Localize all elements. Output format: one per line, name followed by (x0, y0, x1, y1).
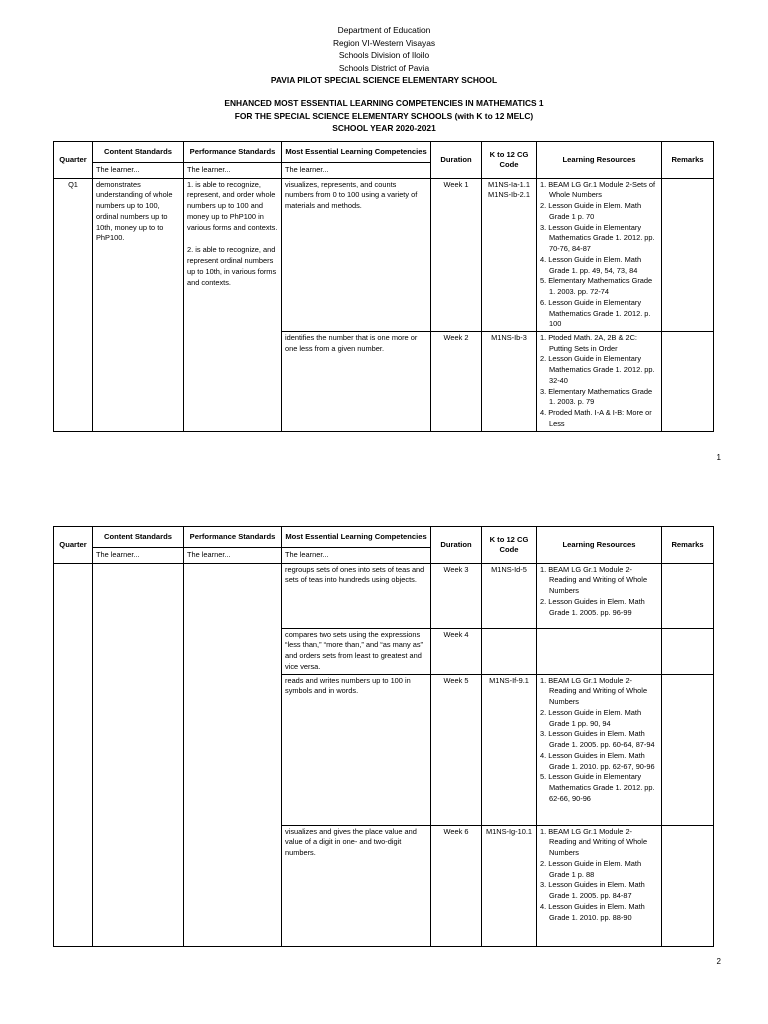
resources-cell (537, 563, 662, 628)
col-performance-standards: Performance Standards (184, 142, 282, 163)
duration-cell: Week 1 (431, 178, 482, 331)
quarter-cell (54, 563, 93, 946)
col-content-standards: Content Standards (93, 142, 184, 163)
resource-item: 1. BEAM LG Gr.1 Module 2-Sets of Whole Numbers (540, 179, 656, 200)
duration-cell: Week 2 (431, 332, 482, 432)
resources-cell (537, 825, 662, 946)
code-cell: M1NS-Ib-3 (482, 332, 537, 432)
resource-item: 6. Lesson Guide in Elementary Mathematics Grade 1. 2012. p. 100 (540, 297, 651, 329)
performance-standard-1: 1. is able to recognize, represent, and order whole numbers up to 100 and money up to PhP100 in various forms and contexts. (187, 179, 278, 232)
header-line: Region VI-Western Visayas (332, 37, 436, 48)
resource-item: 1. Ptoded Math. 2A, 2B & 2C: Putting Sets in Order (540, 333, 637, 353)
col-code: K to 12 CG Code (482, 142, 537, 179)
school-year: SCHOOL YEAR 2020-2021 (332, 123, 436, 134)
learner-label: The learner... (282, 163, 431, 179)
resource-item: 2. Lesson Guide in Elem. Math Grade 1 p. 70 (540, 201, 642, 221)
resource-item: 4. Lesson Guide in Elem. Math Grade 1. pp. 49, 54, 73, 84 (540, 254, 642, 275)
col-resources: Learning Resources (537, 142, 662, 179)
code-cell (482, 628, 537, 674)
code-cell: M1NS-Ia-1.1 M1NS-Ib-2.1 (482, 178, 537, 331)
col-duration: Duration (431, 142, 482, 179)
resource-item: 3. Elementary Mathematics Grade 1. 2003. p. 79 (540, 386, 653, 407)
duration-cell: Week 5 (431, 674, 482, 825)
code-cell: M1NS-Id-5 (482, 563, 537, 628)
duration-cell: Week 3 (431, 563, 482, 628)
header-line: Schools Division of Iloilo (338, 50, 430, 61)
table-header-row (54, 527, 714, 548)
col-content-standards: Content Standards (93, 527, 184, 548)
remarks-cell (662, 178, 714, 331)
learner-label: The learner... (93, 163, 184, 179)
page-number: 2 (716, 957, 721, 966)
resource-item: 4. Lesson Guides in Elem. Math Grade 1. 2010. pp. 88-90 (540, 901, 645, 922)
col-quarter: Quarter (54, 527, 93, 564)
col-duration: Duration (431, 527, 482, 564)
col-performance-standards: Performance Standards (184, 527, 282, 548)
resource-item: 1. BEAM LG Gr.1 Module 2-Reading and Writing of Whole Numbers (540, 826, 648, 858)
melc-cell: identifies the number that is one more or one less from a given number. (282, 332, 431, 432)
col-remarks: Remarks (662, 142, 714, 179)
quarter-cell: Q1 (54, 178, 93, 431)
school-name: PAVIA PILOT SPECIAL SCIENCE ELEMENTARY SCHOOL (270, 75, 498, 86)
melc-table-page-1 (53, 141, 714, 432)
performance-standard-cell (184, 178, 282, 431)
resource-item: 2. Lesson Guide in Elem. Math Grade 1 pp. 90, 94 (540, 707, 642, 728)
resource-item: 1. BEAM LG Gr.1 Module 2-Reading and Writing of Whole Numbers (540, 564, 648, 596)
code-cell: M1NS-If-9.1 (482, 674, 537, 825)
document-subtitle: FOR THE SPECIAL SCIENCE ELEMENTARY SCHOOLS (with K to 12 MELC) (234, 110, 534, 121)
resource-item: 2. Lesson Guides in Elem. Math Grade 1. 2005. pp. 96-99 (540, 596, 645, 617)
melc-cell: compares two sets using the expressions “less than,” “more than,” and “as many as” and orders sets from least to greatest and vice versa. (282, 628, 431, 674)
resource-item: 3. Lesson Guides in Elem. Math Grade 1. 2005. pp. 84-87 (540, 880, 645, 901)
resource-item: 1. BEAM LG Gr.1 Module 2-Reading and Writing of Whole Numbers (540, 675, 648, 707)
content-standard-cell: demonstrates understanding of whole numbers up to 100, ordinal numbers up to 10th, money up to to PhP100. (93, 178, 184, 431)
resource-item: 2. Lesson Guide in Elem. Math Grade 1 p. 88 (540, 858, 642, 879)
resource-item: 2. Lesson Guide in Elementary Mathematics Grade 1. 2012. pp. 32-40 (540, 354, 655, 385)
resource-item: 4. Proded Math. I-A & I-B: More or Less (540, 408, 652, 428)
resources-cell (537, 674, 662, 825)
melc-cell: visualizes, represents, and counts numbers from 0 to 100 using a variety of materials and methods. (282, 178, 431, 331)
resources-cell (537, 332, 662, 432)
remarks-cell (662, 628, 714, 674)
performance-standard-cell (184, 563, 282, 946)
col-resources: Learning Resources (537, 527, 662, 564)
table-row (54, 563, 714, 628)
table-header-row (54, 142, 714, 163)
resources-cell (537, 178, 662, 331)
col-code: K to 12 CG Code (482, 527, 537, 564)
resources-cell (537, 628, 662, 674)
performance-standard-2: 2. is able to recognize, and represent ordinal numbers up to 10th, in various forms and contexts. (187, 245, 277, 287)
learner-label: The learner... (93, 548, 184, 564)
content-standard-cell (93, 563, 184, 946)
resource-item: 3. Lesson Guides in Elem. Math Grade 1. 2005. pp. 60-64, 87-94 (540, 729, 655, 750)
header-line: Department of Education (337, 25, 431, 35)
code-cell: M1NS-Ig-10.1 (482, 825, 537, 946)
remarks-cell (662, 332, 714, 432)
document-title: ENHANCED MOST ESSENTIAL LEARNING COMPETENCIES IN MATHEMATICS 1 (224, 98, 544, 109)
melc-cell: visualizes and gives the place value and value of a digit in one- and two-digit numbers. (282, 825, 431, 946)
remarks-cell (662, 825, 714, 946)
col-remarks: Remarks (662, 527, 714, 564)
melc-cell: reads and writes numbers up to 100 in symbols and in words. (282, 674, 431, 825)
resource-item: 4. Lesson Guides in Elem. Math Grade 1. 2010. pp. 62-67, 90-96 (540, 750, 655, 771)
remarks-cell (662, 563, 714, 628)
learner-label: The learner... (184, 163, 282, 179)
page-number: 1 (716, 453, 721, 462)
remarks-cell (662, 674, 714, 825)
resource-item: 5. Elementary Mathematics Grade 1. 2003. pp. 72-74 (540, 276, 653, 297)
resource-item: 3. Lesson Guide in Elementary Mathematics Grade 1. 2012. pp. 70-76, 84-87 (540, 222, 655, 254)
col-melc: Most Essential Learning Competencies (282, 142, 431, 163)
learner-label: The learner... (282, 548, 431, 564)
melc-table-page-2 (53, 526, 714, 947)
page-1 (0, 0, 768, 490)
header-line: Schools District of Pavia (338, 62, 430, 73)
melc-cell: regroups sets of ones into sets of teas and sets of teas into hundreds using objects. (282, 563, 431, 628)
resource-item: 5. Lesson Guide in Elementary Mathematics Grade 1. 2012. pp. 62-66, 90-96 (540, 772, 655, 803)
col-melc: Most Essential Learning Competencies (282, 527, 431, 548)
col-quarter: Quarter (54, 142, 93, 179)
document-header (0, 24, 768, 135)
page-2 (0, 490, 768, 1024)
learner-label: The learner... (184, 548, 282, 564)
table-row (54, 178, 714, 331)
duration-cell: Week 6 (431, 825, 482, 946)
duration-cell: Week 4 (431, 628, 482, 674)
